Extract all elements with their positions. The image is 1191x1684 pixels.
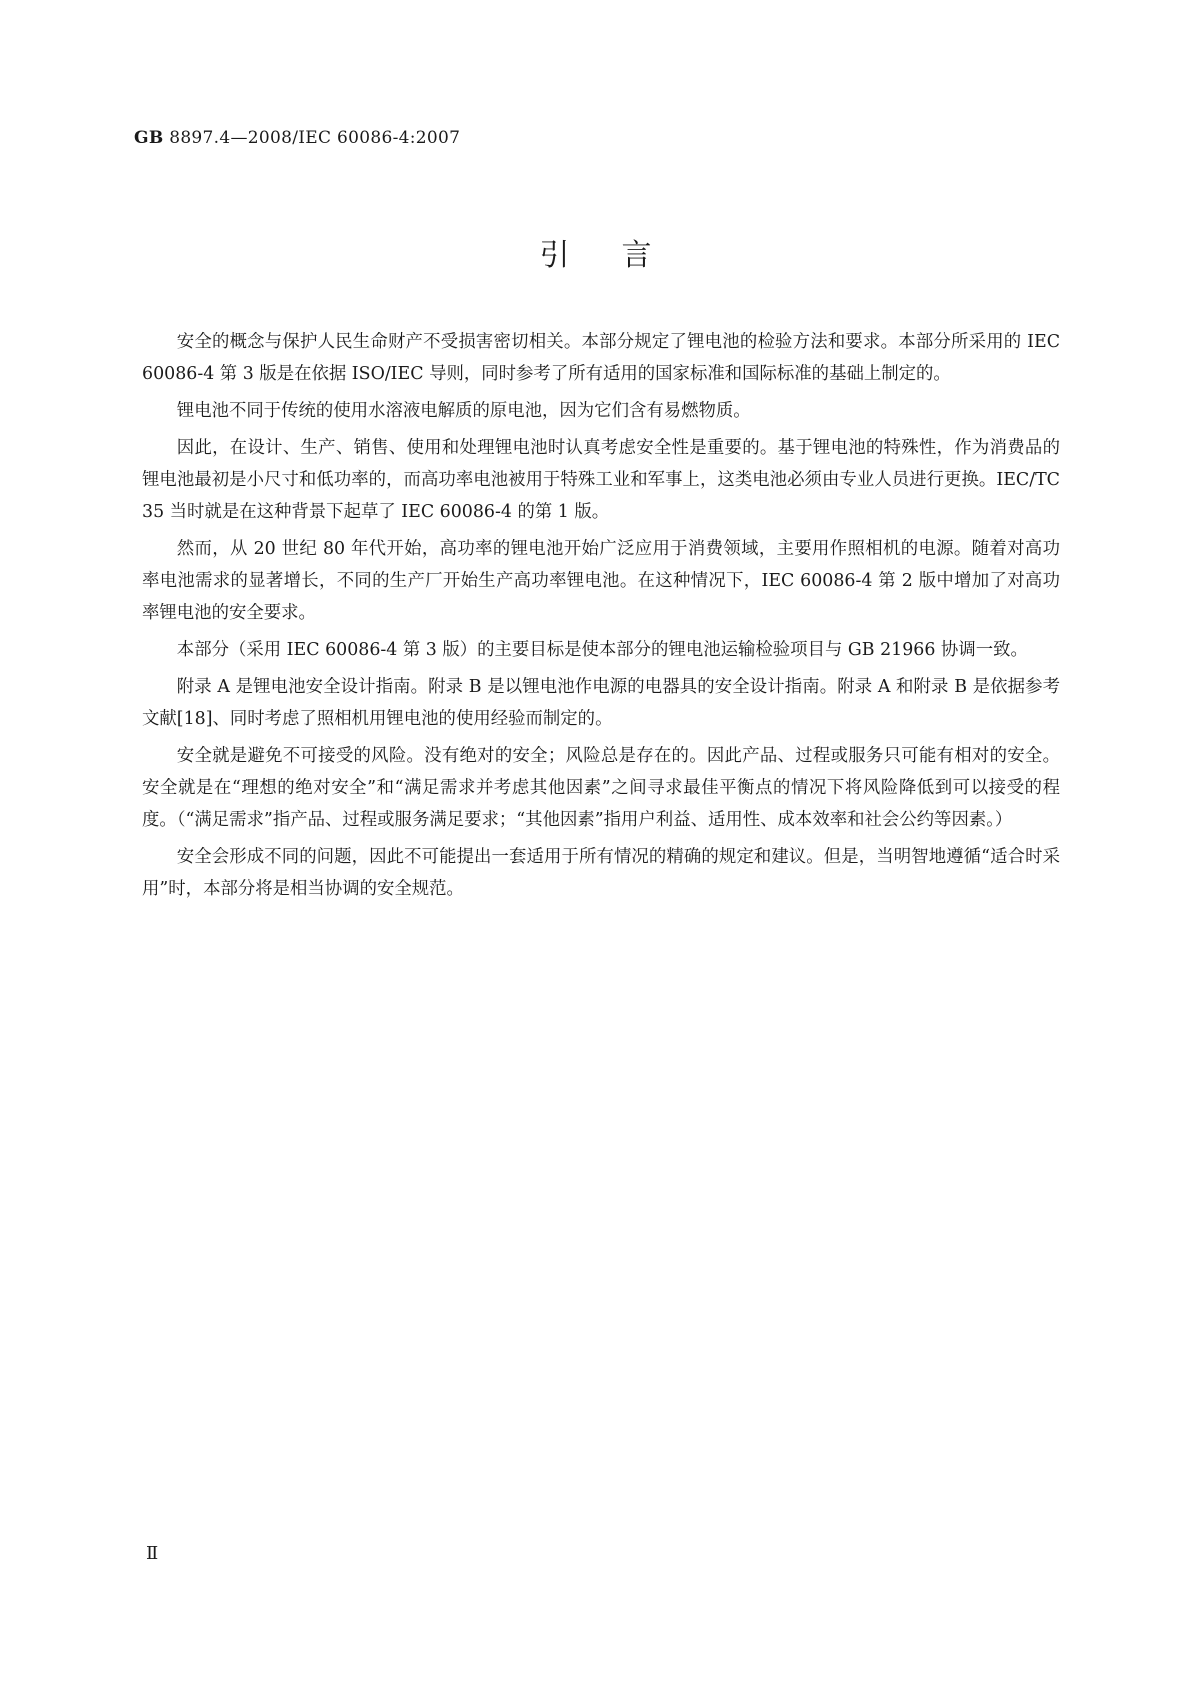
paragraph: 安全就是避免不可接受的风险。没有绝对的安全；风险总是存在的。因此产品、过程或服务只可能有相对的安全。安全就是在“理想的绝对安全”和“满足需求并考虑其他因素”之间寻求最佳平衡点的情况下将风险降低到可以接受的程度。（“满足需求”指产品、过程或服务满足要求；“其他因素”指用户利益、适用性、成本效率和社会公约等因素。） bbox=[142, 746, 1060, 830]
paragraph: 安全会形成不同的问题，因此不可能提出一套适用于所有情况的精确的规定和建议。但是，当明智地遵循“适合时采用”时，本部分将是相当协调的安全规范。 bbox=[142, 847, 1060, 899]
standard-code-prefix: GB bbox=[134, 128, 164, 148]
introduction-body bbox=[142, 326, 1060, 910]
document-header bbox=[134, 128, 460, 148]
paragraph: 因此，在设计、生产、销售、使用和处理锂电池时认真考虑安全性是重要的。基于锂电池的特殊性，作为消费品的锂电池最初是小尺寸和低功率的，而高功率电池被用于特殊工业和军事上，这类电池必须由专业人员进行更换。IEC/TC 35 当时就是在这种背景下起草了 IEC 60086-4 的第 1 版。 bbox=[142, 438, 1060, 522]
paragraph: 本部分（采用 IEC 60086-4 第 3 版）的主要目标是使本部分的锂电池运输检验项目与 GB 21966 协调一致。 bbox=[176, 640, 1028, 660]
section-title: 引言 bbox=[539, 238, 704, 273]
paragraph: 然而，从 20 世纪 80 年代开始，高功率的锂电池开始广泛应用于消费领域，主要用作照相机的电源。随着对高功率电池需求的显著增长，不同的生产厂开始生产高功率锂电池。在这种情况下，IEC 60086-4 第 2 版中增加了对高功率锂电池的安全要求。 bbox=[142, 539, 1060, 623]
paragraph: 锂电池不同于传统的使用水溶液电解质的原电池，因为它们含有易燃物质。 bbox=[176, 401, 751, 421]
paragraph: 安全的概念与保护人民生命财产不受损害密切相关。本部分规定了锂电池的检验方法和要求。本部分所采用的 IEC 60086-4 第 3 版是在依据 ISO/IEC 导则，同时参考了所有适用的国家标准和国际标准的基础上制定的。 bbox=[142, 332, 1060, 384]
standard-code-number: 8897.4—2008/IEC 60086-4:2007 bbox=[163, 128, 461, 148]
page-number: Ⅱ bbox=[146, 1543, 159, 1564]
paragraph: 附录 A 是锂电池安全设计指南。附录 B 是以锂电池作电源的电器具的安全设计指南。附录 A 和附录 B 是依据参考文献[18]、同时考虑了照相机用锂电池的使用经验而制定的。 bbox=[142, 677, 1060, 729]
